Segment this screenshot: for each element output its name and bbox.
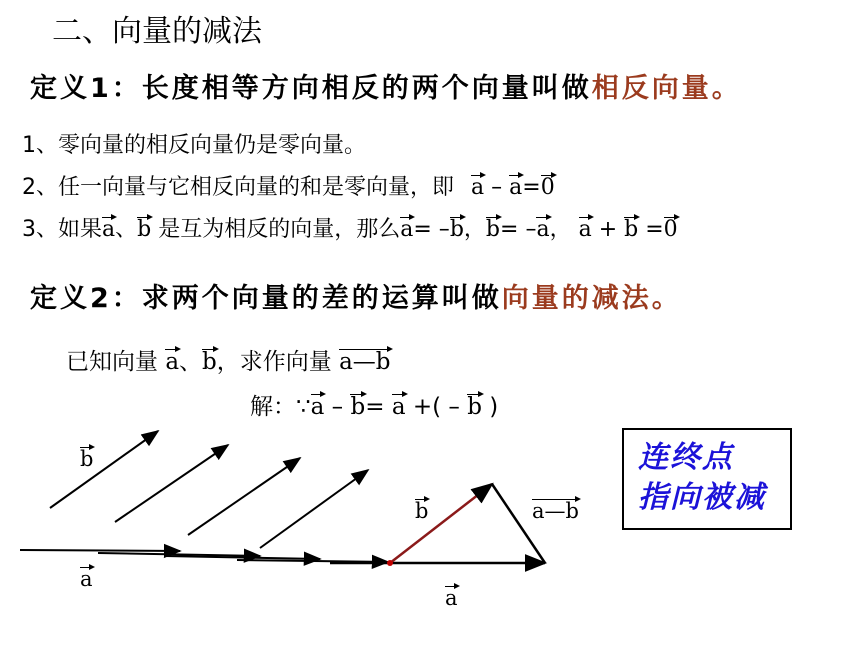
label-a-left: a xyxy=(80,567,93,591)
label-a-minus-b: a—b xyxy=(532,499,579,523)
property-3-prefix: 3、如果 xyxy=(22,217,102,242)
mnemonic-box xyxy=(622,428,792,530)
property-2-formula: a – a=0 xyxy=(471,175,555,200)
vector-b: b xyxy=(485,217,501,242)
property-1: 1、零向量的相反向量仍是零向量。 xyxy=(22,133,366,158)
vector-b-arrow xyxy=(50,431,158,508)
definition-2-text: 定义2：求两个向量的差的运算叫做 xyxy=(30,283,502,314)
vector-a: a xyxy=(509,175,523,200)
vector-b: b xyxy=(350,394,366,420)
vector-a: a xyxy=(391,394,406,420)
solution-prefix: 解： xyxy=(250,394,296,420)
vector-a: a xyxy=(165,349,180,375)
zero-vector: 0 xyxy=(540,175,555,200)
vector-b: b xyxy=(624,217,639,242)
vector-a: a xyxy=(578,217,592,242)
property-3-mid: 是互为相反的向量，那么 xyxy=(158,217,401,242)
given-mid: 求作向量 xyxy=(239,349,332,375)
vector-b: b xyxy=(467,394,482,420)
vector-a: a xyxy=(400,217,414,242)
triangle-vector-b xyxy=(390,484,492,563)
vector-a: a xyxy=(102,217,116,242)
definition-1-term: 相反向量。 xyxy=(591,73,742,104)
given-statement: 已知向量 a、b，求作向量 a—b xyxy=(66,349,391,375)
section-title: 二、向量的减法 xyxy=(52,14,262,49)
vector-b: b xyxy=(449,217,464,242)
mnemonic-line-1: 连终点 xyxy=(638,440,734,475)
property-3: 3、如果a、b 是互为相反的向量，那么a= –b，b= –a， a + b =0 xyxy=(22,217,678,242)
vector-a-arrow xyxy=(237,560,388,562)
origin-point xyxy=(387,560,393,566)
vector-a: a xyxy=(310,394,325,420)
vector-b-arrow xyxy=(188,458,300,535)
zero-vector: 0 xyxy=(663,217,678,242)
vector-b-arrow xyxy=(260,470,368,548)
label-b-left: b xyxy=(80,447,94,471)
vector-a: a xyxy=(471,175,485,200)
label-a-triangle: a xyxy=(445,586,458,610)
vector-a: a xyxy=(536,217,550,242)
definition-2-term: 向量的减法。 xyxy=(501,283,682,314)
property-2-text: 2、任一向量与它相反向量的和是零向量，即 xyxy=(22,175,454,200)
vector-a-minus-b: a—b xyxy=(339,349,391,375)
triangle-vector-a-minus-b xyxy=(492,484,545,563)
vector-b: b xyxy=(137,217,152,242)
mnemonic-line-2: 指向被减 xyxy=(638,480,766,515)
definition-1-text: 定义1：长度相等方向相反的两个向量叫做 xyxy=(30,73,592,104)
vector-a-arrow xyxy=(20,550,180,551)
vector-b: b xyxy=(202,349,217,375)
given-prefix: 已知向量 xyxy=(66,349,158,375)
solution-line: 解：∵a – b= a +( – b ) xyxy=(250,394,499,420)
vector-b-arrow xyxy=(115,445,228,522)
label-b-triangle: b xyxy=(415,499,429,523)
